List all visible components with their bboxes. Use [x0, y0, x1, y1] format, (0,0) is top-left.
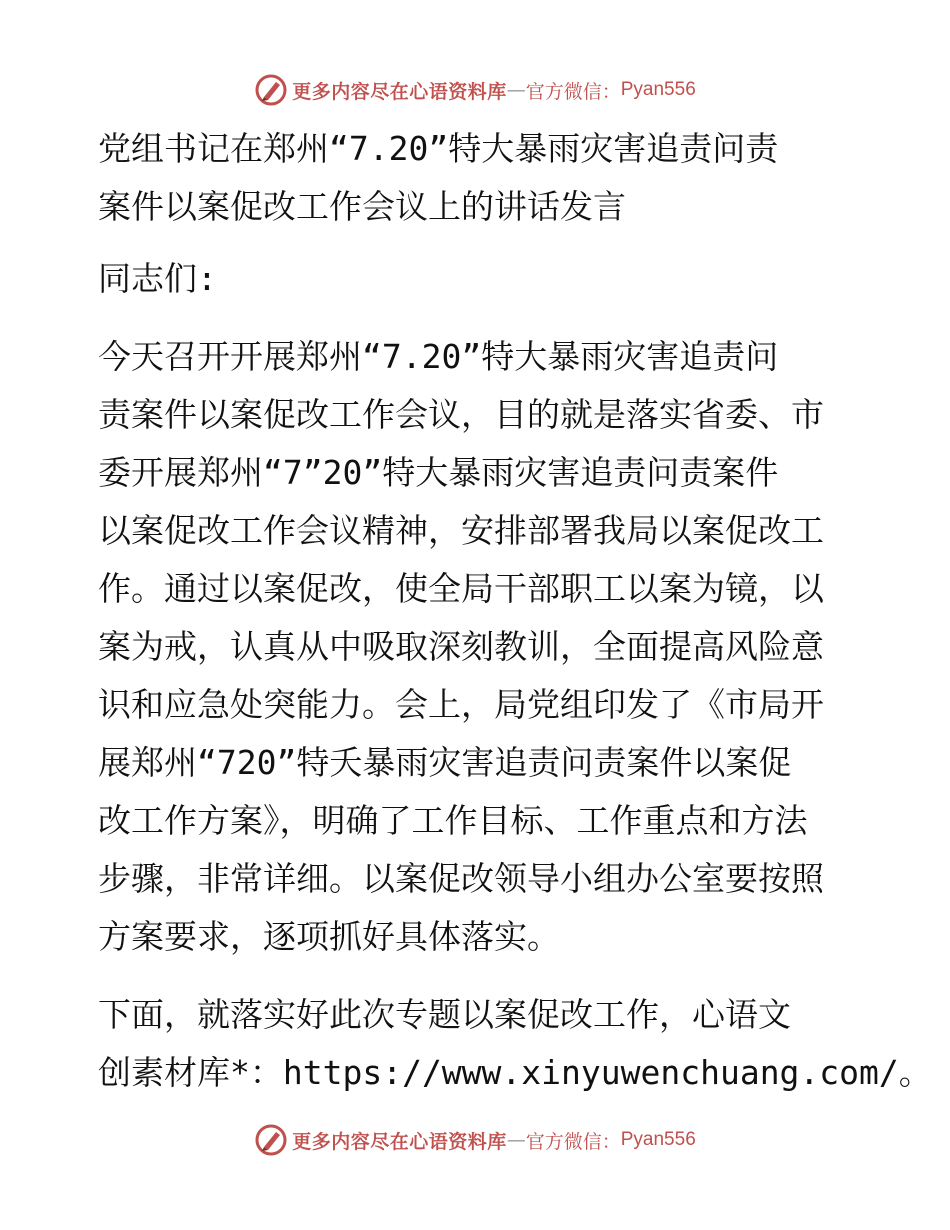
paragraph-line: 方案要求，逐项抓好具体落实。 [98, 917, 560, 956]
banner-wechat-label: 官方微信： [525, 80, 621, 103]
document-title-line-1: 党组书记在郑州“7.20”特大暴雨灾害追责问责 [98, 129, 779, 168]
paragraph-line: 以案促改工作会议精神，安排部署我局以案促改工 [98, 511, 824, 550]
document-title-line-2: 案件以案促改工作会议上的讲话发言 [98, 187, 626, 226]
paragraph-2 [98, 986, 932, 1102]
footer-banner [0, 1120, 950, 1160]
paragraph-line: 责案件以案促改工作会议，目的就是落实省委、市 [98, 395, 824, 434]
paragraph-line: 今天召开开展郑州“7.20”特大暴雨灾害追责问 [98, 337, 779, 376]
paragraph-line: 步骤，非常详细。以案促改领导小组办公室要按照 [98, 859, 824, 898]
paragraph-line: 委开展郑州“7”20”特大暴雨灾害追责问责案件 [98, 453, 779, 492]
banner-dash: — [506, 79, 526, 101]
banner-text: 更多内容尽在心语资料库 [292, 1130, 507, 1153]
paragraph-line: 展郑州“720”特夭暴雨灾害追责问责案件以案促 [98, 743, 792, 782]
paragraph-line: 改工作方案》，明确了工作目标、工作重点和方法 [98, 801, 808, 840]
paragraph-line: 案为戒，认真从中吸取深刻教训，全面提高风险意 [98, 627, 824, 666]
paragraph-line: 下面，就落实好此次专题以案促改工作，心语文 [98, 995, 791, 1034]
pen-logo-icon [254, 73, 288, 107]
banner-dash: — [506, 1129, 526, 1151]
pen-logo-icon [254, 1123, 288, 1157]
paragraph-1 [98, 328, 858, 966]
paragraph-line: 识和应急处突能力。会上，局党组印发了《市局开 [98, 685, 824, 724]
banner-wechat-label: 官方微信： [525, 1130, 621, 1153]
header-banner [0, 70, 950, 110]
paragraph-line-with-link: 创素材库*：https://www.xinyuwenchuang.com/。 [98, 1053, 932, 1092]
paragraph-line: 作。通过以案促改，使全局干部职工以案为镜，以 [98, 569, 824, 608]
document-body [98, 120, 932, 1102]
banner-wechat-id: Pyan556 [620, 79, 696, 100]
greeting: 同志们: [98, 259, 217, 298]
banner-text: 更多内容尽在心语资料库 [292, 80, 507, 103]
banner-wechat-id: Pyan556 [620, 1129, 696, 1150]
